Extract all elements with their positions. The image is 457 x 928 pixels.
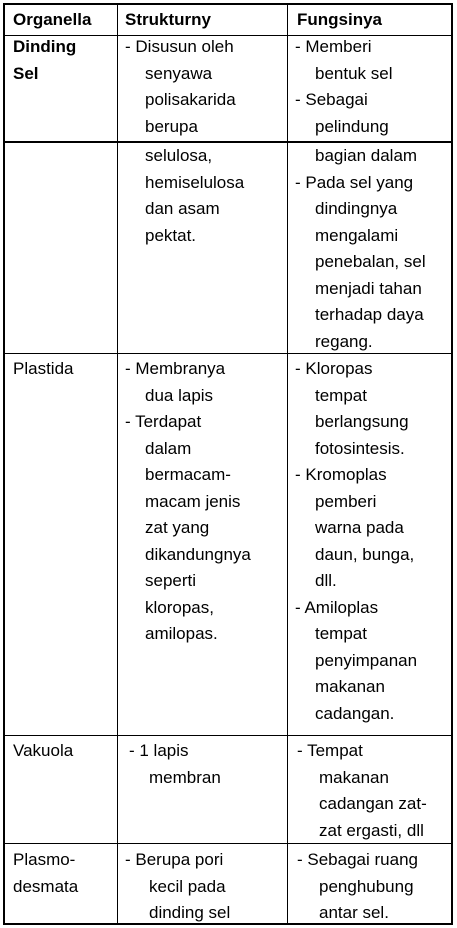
fungsi-dinding-sel-b: bagian dalam - Pada sel yang dindingnya mengalami penebalan, sel menjadi tahan terhadap daya regang. bbox=[295, 146, 426, 351]
organelle-vakuola: Vakuola bbox=[13, 741, 74, 760]
struktur-dinding-sel-b: selulosa, hemiselulosa dan asam pektat. bbox=[145, 146, 245, 245]
row-divider-3 bbox=[5, 735, 451, 736]
header-fungsinya: Fungsinya bbox=[297, 10, 383, 29]
header-organella: Organella bbox=[13, 10, 92, 29]
organelle-table bbox=[3, 3, 453, 925]
organelle-dinding-sel: Dinding Sel bbox=[13, 37, 77, 83]
struktur-vakuola: - 1 lapis membran bbox=[129, 741, 221, 787]
struktur-dinding-sel-a: - Disusun oleh senyawa polisakarida berupa bbox=[125, 37, 236, 136]
fungsi-plasmodesmata: - Sebagai ruang penghubung antar sel. bbox=[297, 850, 418, 922]
fungsi-dinding-sel-a: - Memberi bentuk sel - Sebagai pelindung bbox=[295, 37, 393, 136]
organelle-plasmodesmata: Plasmo- desmata bbox=[13, 850, 79, 896]
fungsi-plastida: - Kloropas tempat berlangsung fotosintesis. - Kromoplas pemberi warna pada daun, bunga, dll. - Amiloplas tempat penyimpanan makanan cadangan. bbox=[295, 359, 418, 723]
fungsi-vakuola: - Tempat makanan cadangan zat- zat ergasti, dll bbox=[297, 741, 427, 840]
struktur-plastida: - Membranya dua lapis - Terdapat dalam bermacam- macam jenis zat yang dikandungnya seperti kloropas, amilopas. bbox=[125, 359, 251, 643]
organelle-plastida: Plastida bbox=[13, 359, 74, 378]
header-strukturny: Strukturny bbox=[125, 10, 211, 29]
struktur-plasmodesmata: - Berupa pori kecil pada dinding sel bbox=[125, 850, 231, 922]
